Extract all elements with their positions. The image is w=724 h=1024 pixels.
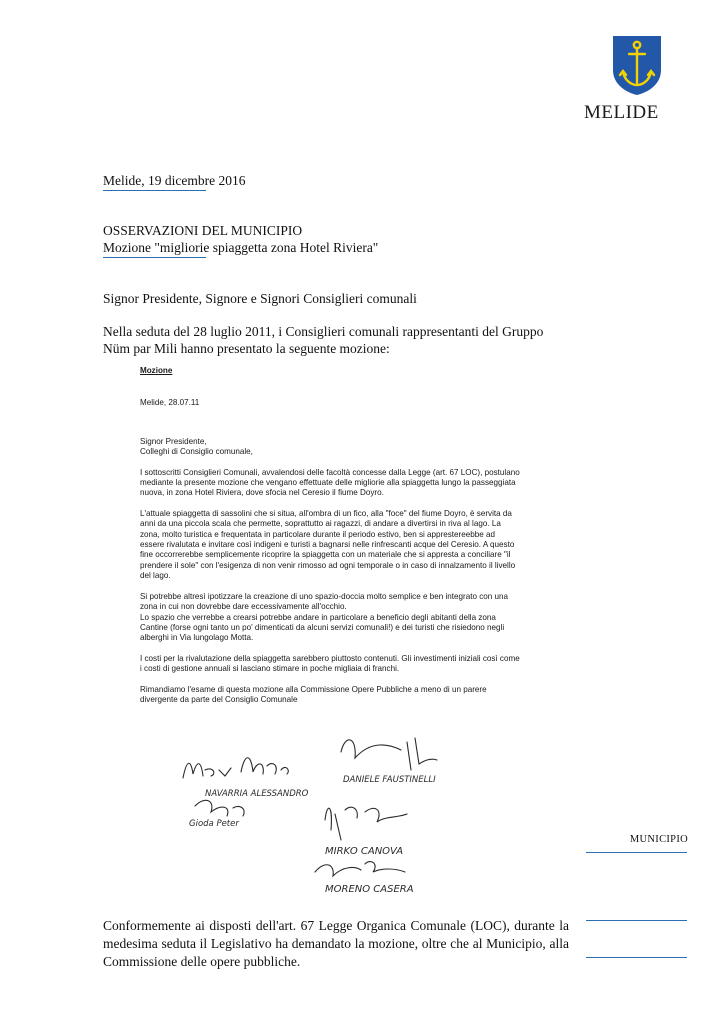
side-line-2 [586,920,687,921]
title-underline [103,257,206,258]
melide-coat-of-arms-icon [611,34,663,96]
side-line-3 [586,957,687,958]
motion-paragraph-2: L'attuale spiaggetta di sassolini che si situa, all'ombra di un fico, alla "foce" del fiume Doyro, è servita da anni da una piccola scala che permette, soprattutto ai ragazzi, di andare a divertirsi in riva al lago. La zona, molto turistica e frequentata in particolare durante il periodo estivo, ben si apprestereebbe ad essere rivalutata e invitare così indigeni e turisti a bagnarsi nelle rinfrescanti acque del Ceresio. A questo fine occorrerebbe semplicemente ricoprire la spiaggetta con un materiale che si appresta a conciliare "il prendere il sole" con l'esigenza di non venir rimosso ad ogni temporale o in caso di innalzamento il livello del lago. [140,508,516,581]
side-line-1 [586,852,687,853]
motion-greeting-1: Signor Presidente, [140,436,207,446]
motion-paragraph-1: I sottoscritti Consiglieri Comunali, avvalendosi delle facoltà concesse dalla Legge (art. 67 LOC), postulano mediante la presente mozione che vengano effettuate delle migliorie alla spiaggetta lungo la passeggiata nuova, in zona Hotel Riviera, dove sfocia nel Ceresio il fiume Doyro. [140,467,520,498]
signature-name-4: MIRKO CANOVA [325,846,404,857]
signature-name-5: MORENO CASERA [325,884,414,895]
motion-paragraph-4: Lo spazio che verrebbe a crearsi potrebbe andare in particolare a beneficio degli abitanti della zona Cantine (forse ogni tanto un po' dimenticati da alcuni servizi comunali!) e dei turisti che risiedono negli alberghi in Via lungolago Motta. [140,612,505,643]
motion-paragraph-3: Si potrebbe altresì ipotizzare la creazione di uno spazio-doccia molto semplice e ben integrato con una zona in cui non dovrebbe dare eccessivamente all'occhio. [140,591,509,612]
motion-date: Melide, 28.07.11 [140,398,200,408]
motion-greeting-2: Colleghi di Consiglio comunale, [140,447,253,457]
melide-logo-text: MELIDE [584,102,659,123]
municipio-side-label: MUNICIPIO [629,834,688,845]
handwritten-signatures [175,730,455,900]
motion-paragraph-6: Rimandiamo l'esame di questa mozione alla Commissione Opere Pubbliche a meno di un parere divergente da parte del Consiglio Comunale [140,684,487,704]
motion-heading: Mozione [140,366,173,375]
signature-name-3: DANIELE FAUSTINELLI [343,775,436,785]
motion-paragraph-5: I costi per la rivalutazione della spiaggetta sarebbero piuttosto contenuti. Gli investimenti iniziali così come i costi di gestione annuali si lasciano stimare in poche migliaia di franchi. [140,653,520,674]
document-subject: Mozione "migliorie spiaggetta zona Hotel Riviera" [103,240,379,255]
closing-paragraph: Conformemente ai disposti dell'art. 67 Legge Organica Comunale (LOC), durante la medesima seduta il Legislativo ha demandato la mozione, oltre che al Municipio, alla Commissione delle opere pubbliche. [103,918,569,969]
signature-name-1: NAVARRIA ALESSANDRO [205,789,309,799]
document-title: OSSERVAZIONI DEL MUNICIPIO [103,223,303,238]
date-underline [103,190,206,191]
document-date: Melide, 19 dicembre 2016 [103,173,246,188]
salutation: Signor Presidente, Signore e Signori Consiglieri comunali [103,291,417,306]
scanned-motion [140,366,520,705]
intro-paragraph: Nella seduta del 28 luglio 2011, i Consiglieri comunali rappresentanti del Gruppo Nüm par Mili hanno presentato la seguente mozione: [103,324,544,356]
signature-name-2: Gioda Peter [189,819,239,829]
